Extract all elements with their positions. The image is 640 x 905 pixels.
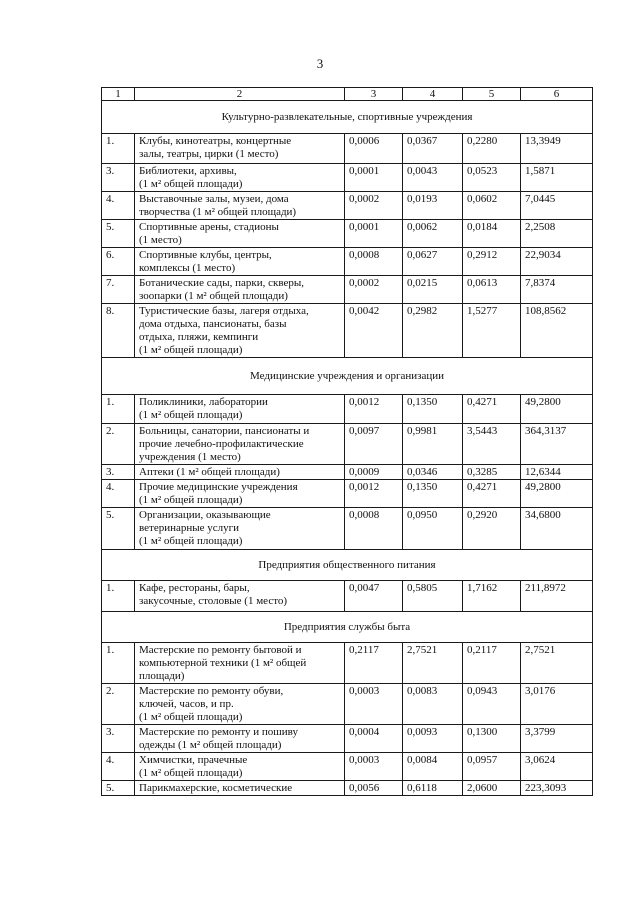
section-title: Медицинские учреждения и организации	[102, 358, 593, 395]
row-number: 5.	[102, 781, 135, 796]
value-col-4: 0,0367	[403, 134, 463, 164]
value-col-5: 0,2912	[463, 248, 521, 276]
value-col-4: 0,0950	[403, 508, 463, 550]
value-col-3: 0,0002	[345, 192, 403, 220]
section-header-row	[102, 101, 593, 134]
value-col-4: 0,0043	[403, 164, 463, 192]
value-col-6: 34,6800	[521, 508, 593, 550]
description-line: закусочные, столовые (1 место)	[139, 595, 288, 607]
value-col-4: 0,0093	[403, 725, 463, 753]
value-col-6: 7,0445	[521, 192, 593, 220]
section-title: Предприятия общественного питания	[102, 550, 593, 581]
value-col-3: 0,0012	[345, 480, 403, 508]
row-number: 3.	[102, 465, 135, 480]
row-description	[135, 164, 345, 192]
emission-table	[101, 87, 593, 796]
value-col-3: 0,0003	[345, 684, 403, 725]
description-line: Мастерские по ремонту обуви,	[139, 685, 284, 697]
value-col-6: 49,2800	[521, 480, 593, 508]
description-line: (1 м² общей площади)	[139, 409, 243, 421]
row-number: 1.	[102, 643, 135, 684]
value-col-6: 3,0624	[521, 753, 593, 781]
row-description	[135, 643, 345, 684]
page-number: 3	[316, 56, 324, 71]
table-row	[102, 248, 593, 276]
table-row	[102, 395, 593, 424]
column-header-5: 5	[463, 88, 521, 101]
column-header-1: 1	[102, 88, 135, 101]
description-line: (1 м² общей площади)	[139, 711, 243, 723]
column-header-4: 4	[403, 88, 463, 101]
description-line: площади)	[139, 670, 185, 682]
value-col-5: 0,0957	[463, 753, 521, 781]
value-col-3: 0,0009	[345, 465, 403, 480]
value-col-5: 0,0943	[463, 684, 521, 725]
value-col-5: 0,0602	[463, 192, 521, 220]
value-col-4: 0,9981	[403, 424, 463, 465]
value-col-3: 0,0006	[345, 134, 403, 164]
value-col-6: 364,3137	[521, 424, 593, 465]
value-col-4: 0,1350	[403, 480, 463, 508]
row-number: 1.	[102, 581, 135, 612]
row-description	[135, 395, 345, 424]
row-description	[135, 192, 345, 220]
value-col-4: 0,0346	[403, 465, 463, 480]
value-col-5: 0,2920	[463, 508, 521, 550]
value-col-6: 13,3949	[521, 134, 593, 164]
value-col-5: 1,5277	[463, 304, 521, 358]
description-line: Организации, оказывающие	[139, 509, 271, 521]
value-col-6: 7,8374	[521, 276, 593, 304]
value-col-5: 0,2280	[463, 134, 521, 164]
table-row	[102, 164, 593, 192]
value-col-5: 0,2117	[463, 643, 521, 684]
row-description	[135, 508, 345, 550]
value-col-4: 0,0627	[403, 248, 463, 276]
table-row	[102, 508, 593, 550]
description-line: учреждения (1 место)	[139, 451, 241, 463]
value-col-4: 0,0062	[403, 220, 463, 248]
section-header-row	[102, 612, 593, 643]
value-col-4: 2,7521	[403, 643, 463, 684]
description-line: Клубы, кинотеатры, концертные	[139, 135, 292, 147]
value-col-3: 0,0097	[345, 424, 403, 465]
value-col-3: 0,0001	[345, 220, 403, 248]
row-number: 4.	[102, 753, 135, 781]
value-col-5: 3,5443	[463, 424, 521, 465]
column-header-row	[102, 88, 593, 101]
row-description	[135, 581, 345, 612]
row-number: 3.	[102, 725, 135, 753]
description-line: прочие лечебно-профилактические	[139, 438, 304, 450]
value-col-3: 0,0008	[345, 508, 403, 550]
table-row	[102, 465, 593, 480]
description-line: Парикмахерские, косметические	[139, 782, 293, 794]
row-number: 8.	[102, 304, 135, 358]
description-line: (1 место)	[139, 234, 182, 246]
description-line: Ботанические сады, парки, скверы,	[139, 277, 304, 289]
row-description	[135, 134, 345, 164]
value-col-5: 2,0600	[463, 781, 521, 796]
value-col-4: 0,0084	[403, 753, 463, 781]
description-line: компьютерной техники (1 м² общей	[139, 657, 307, 669]
description-line: (1 м² общей площади)	[139, 178, 243, 190]
row-description	[135, 424, 345, 465]
row-number: 3.	[102, 164, 135, 192]
description-line: ветеринарные услуги	[139, 522, 240, 534]
row-description	[135, 465, 345, 480]
value-col-4: 0,6118	[403, 781, 463, 796]
value-col-6: 12,6344	[521, 465, 593, 480]
value-col-6: 22,9034	[521, 248, 593, 276]
section-title: Культурно-развлекательные, спортивные учреждения	[102, 101, 593, 134]
value-col-4: 0,5805	[403, 581, 463, 612]
description-line: Аптеки (1 м² общей площади)	[139, 466, 280, 478]
value-col-6: 1,5871	[521, 164, 593, 192]
row-number: 1.	[102, 134, 135, 164]
row-number: 1.	[102, 395, 135, 424]
row-description	[135, 248, 345, 276]
section-header-row	[102, 550, 593, 581]
table-row	[102, 581, 593, 612]
row-number: 2.	[102, 684, 135, 725]
value-col-5: 0,4271	[463, 395, 521, 424]
value-col-6: 223,3093	[521, 781, 593, 796]
table-row	[102, 276, 593, 304]
description-line: Туристические базы, лагеря отдыха,	[139, 305, 309, 317]
row-number: 6.	[102, 248, 135, 276]
value-col-5: 0,1300	[463, 725, 521, 753]
row-description	[135, 304, 345, 358]
description-line: зоопарки (1 м² общей площади)	[139, 290, 288, 302]
value-col-5: 0,0184	[463, 220, 521, 248]
description-line: Спортивные клубы, центры,	[139, 249, 272, 261]
value-col-3: 0,0047	[345, 581, 403, 612]
value-col-6: 2,2508	[521, 220, 593, 248]
row-number: 5.	[102, 508, 135, 550]
value-col-4: 0,0215	[403, 276, 463, 304]
table-row	[102, 781, 593, 796]
description-line: залы, театры, цирки (1 место)	[139, 148, 279, 160]
description-line: комплексы (1 место)	[139, 262, 236, 274]
value-col-4: 0,0193	[403, 192, 463, 220]
description-line: (1 м² общей площади)	[139, 767, 243, 779]
row-description	[135, 753, 345, 781]
value-col-3: 0,0001	[345, 164, 403, 192]
value-col-6: 3,0176	[521, 684, 593, 725]
value-col-4: 0,1350	[403, 395, 463, 424]
column-header-2: 2	[135, 88, 345, 101]
value-col-3: 0,0042	[345, 304, 403, 358]
table-row	[102, 684, 593, 725]
description-line: Больницы, санатории, пансионаты и	[139, 425, 310, 437]
value-col-4: 0,2982	[403, 304, 463, 358]
description-line: Библиотеки, архивы,	[139, 165, 237, 177]
description-line: Мастерские по ремонту и пошиву	[139, 726, 298, 738]
row-number: 4.	[102, 480, 135, 508]
value-col-3: 0,0004	[345, 725, 403, 753]
row-number: 2.	[102, 424, 135, 465]
value-col-6: 3,3799	[521, 725, 593, 753]
row-description	[135, 684, 345, 725]
description-line: Прочие медицинские учреждения	[139, 481, 298, 493]
value-col-3: 0,0003	[345, 753, 403, 781]
value-col-4: 0,0083	[403, 684, 463, 725]
value-col-3: 0,0002	[345, 276, 403, 304]
value-col-3: 0,2117	[345, 643, 403, 684]
value-col-6: 49,2800	[521, 395, 593, 424]
description-line: творчества (1 м² общей площади)	[139, 206, 297, 218]
description-line: Выставочные залы, музеи, дома	[139, 193, 289, 205]
description-line: Поликлиники, лаборатории	[139, 396, 268, 408]
description-line: Кафе, рестораны, бары,	[139, 582, 250, 594]
section-header-row	[102, 358, 593, 395]
row-description	[135, 276, 345, 304]
description-line: (1 м² общей площади)	[139, 344, 243, 356]
description-line: Мастерские по ремонту бытовой и	[139, 644, 302, 656]
value-col-3: 0,0056	[345, 781, 403, 796]
description-line: (1 м² общей площади)	[139, 494, 243, 506]
table-row	[102, 643, 593, 684]
table-row	[102, 480, 593, 508]
row-description	[135, 480, 345, 508]
column-header-3: 3	[345, 88, 403, 101]
value-col-6: 211,8972	[521, 581, 593, 612]
value-col-3: 0,0008	[345, 248, 403, 276]
row-description	[135, 220, 345, 248]
table-row	[102, 424, 593, 465]
description-line: Химчистки, прачечные	[139, 754, 248, 766]
description-line: дома отдыха, пансионаты, базы	[139, 318, 287, 330]
table-row	[102, 725, 593, 753]
table-row	[102, 304, 593, 358]
description-line: ключей, часов, и пр.	[139, 698, 234, 710]
table-row	[102, 753, 593, 781]
value-col-3: 0,0012	[345, 395, 403, 424]
table-row	[102, 220, 593, 248]
column-header-6: 6	[521, 88, 593, 101]
table-row	[102, 192, 593, 220]
value-col-5: 1,7162	[463, 581, 521, 612]
description-line: (1 м² общей площади)	[139, 535, 243, 547]
value-col-5: 0,3285	[463, 465, 521, 480]
description-line: отдыха, пляжи, кемпинги	[139, 331, 259, 343]
row-description	[135, 781, 345, 796]
section-title: Предприятия службы быта	[102, 612, 593, 643]
value-col-6: 2,7521	[521, 643, 593, 684]
table-row	[102, 134, 593, 164]
value-col-5: 0,0613	[463, 276, 521, 304]
value-col-5: 0,0523	[463, 164, 521, 192]
value-col-5: 0,4271	[463, 480, 521, 508]
description-line: Спортивные арены, стадионы	[139, 221, 279, 233]
row-number: 4.	[102, 192, 135, 220]
value-col-6: 108,8562	[521, 304, 593, 358]
row-description	[135, 725, 345, 753]
row-number: 5.	[102, 220, 135, 248]
description-line: одежды (1 м² общей площади)	[139, 739, 282, 751]
row-number: 7.	[102, 276, 135, 304]
